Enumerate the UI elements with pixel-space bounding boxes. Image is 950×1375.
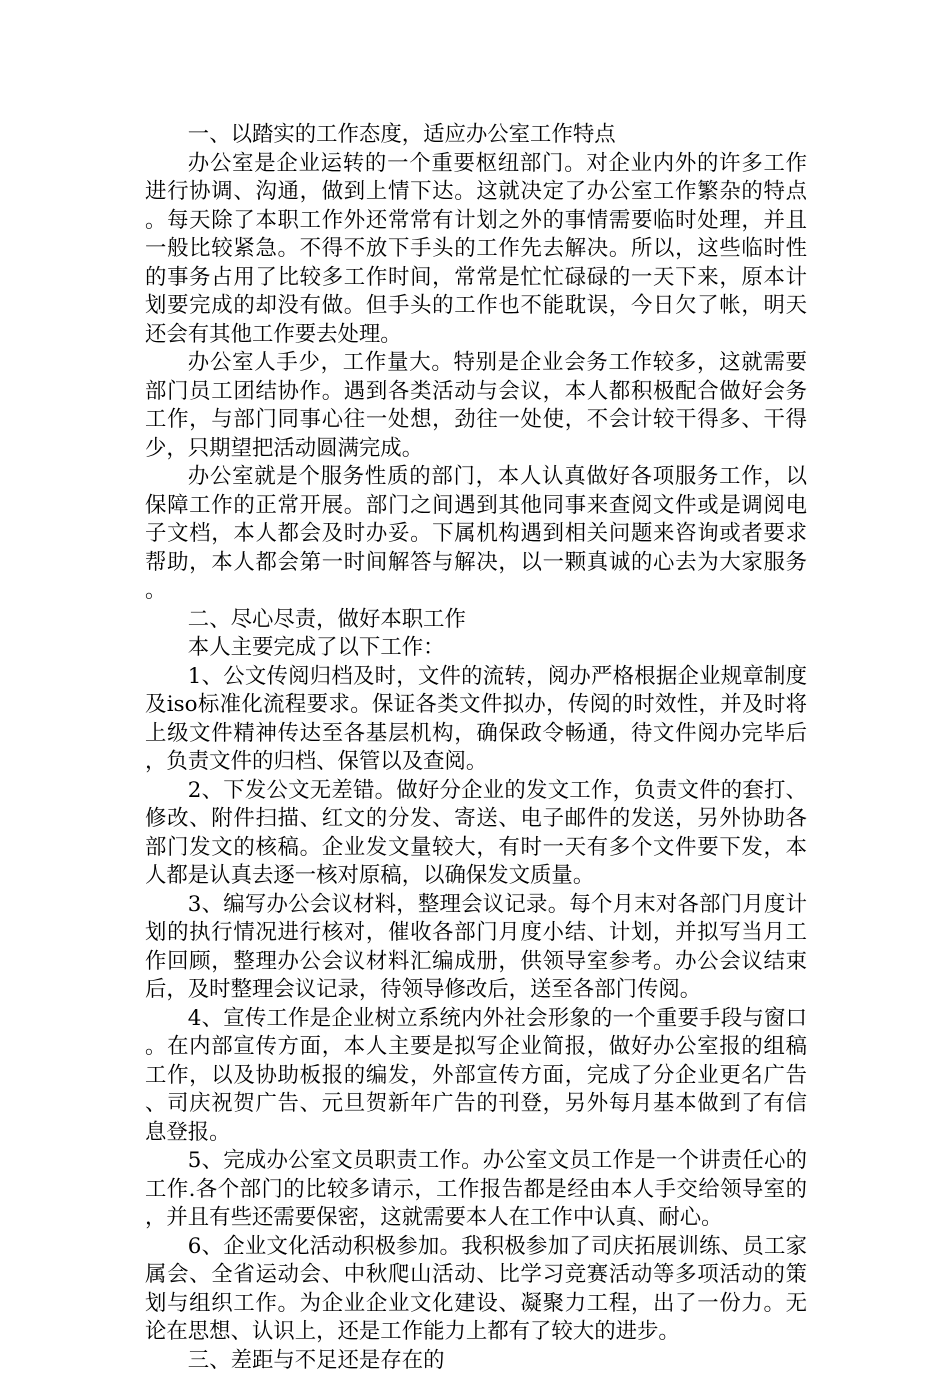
list-item: 6、企业文化活动积极参加。我积极参加了司庆拓展训练、员工家属会、全省运动会、中秋爬山活动、比学习竞赛活动等多项活动的策划与组织工作。为企业企业文化建设、凝聚力工程，出了一份力。无论在思想、认识上，还是工作能力上都有了较大的进步。 [145, 1233, 807, 1347]
list-item: 1、公文传阅归档及时，文件的流转，阅办严格根据企业规章制度及iso标准化流程要求。保证各类文件拟办，传阅的时效性，并及时将上级文件精神传达至各基层机构，确保政令畅通，待文件阅办完毕后，负责文件的归档、保管以及查阅。 [145, 663, 807, 777]
list-item: 3、编写办公会议材料，整理会议记录。每个月末对各部门月度计划的执行情况进行核对，催收各部门月度小结、计划，并拟写当月工作回顾，整理办公会议材料汇编成册，供领导室参考。办公会议结束后，及时整理会议记录，待领导修改后，送至各部门传阅。 [145, 891, 807, 1005]
document-body [145, 121, 807, 1375]
section-heading-1: 一、以踏实的工作态度，适应办公室工作特点 [145, 121, 807, 150]
list-item: 2、下发公文无差错。做好分企业的发文工作，负责文件的套打、修改、附件扫描、红文的分发、寄送、电子邮件的发送，另外协助各部门发文的核稿。企业发文量较大，有时一天有多个文件要下发，本人都是认真去逐一核对原稿，以确保发文质量。 [145, 777, 807, 891]
section-heading-2: 二、尽心尽责，做好本职工作 [145, 606, 807, 635]
paragraph: 办公室人手少，工作量大。特别是企业会务工作较多，这就需要部门员工团结协作。遇到各类活动与会议，本人都积极配合做好会务工作，与部门同事心往一处想，劲往一处使，不会计较干得多、干得少，只期望把活动圆满完成。 [145, 349, 807, 463]
list-item: 5、完成办公室文员职责工作。办公室文员工作是一个讲责任心的工作.各个部门的比较多请示，工作报告都是经由本人手交给领导室的，并且有些还需要保密，这就需要本人在工作中认真、耐心。 [145, 1147, 807, 1233]
section-heading-3: 三、差距与不足还是存在的 [145, 1347, 807, 1375]
paragraph: 本人主要完成了以下工作： [145, 634, 807, 663]
paragraph: 办公室是企业运转的一个重要枢纽部门。对企业内外的许多工作进行协调、沟通，做到上情下达。这就决定了办公室工作繁杂的特点。每天除了本职工作外还常常有计划之外的事情需要临时处理，并且一般比较紧急。不得不放下手头的工作先去解决。所以，这些临时性的事务占用了比较多工作时间，常常是忙忙碌碌的一天下来，原本计划要完成的却没有做。但手头的工作也不能耽误，今日欠了帐，明天还会有其他工作要去处理。 [145, 150, 807, 350]
list-item: 4、宣传工作是企业树立系统内外社会形象的一个重要手段与窗口。在内部宣传方面，本人主要是拟写企业简报，做好办公室报的组稿工作，以及协助板报的编发，外部宣传方面，完成了分企业更名广告、司庆祝贺广告、元旦贺新年广告的刊登，另外每月基本做到了有信息登报。 [145, 1005, 807, 1148]
paragraph: 办公室就是个服务性质的部门，本人认真做好各项服务工作，以保障工作的正常开展。部门之间遇到其他同事来查阅文件或是调阅电子文档，本人都会及时办妥。下属机构遇到相关问题来咨询或者要求帮助，本人都会第一时间解答与解决，以一颗真诚的心去为大家服务。 [145, 463, 807, 606]
